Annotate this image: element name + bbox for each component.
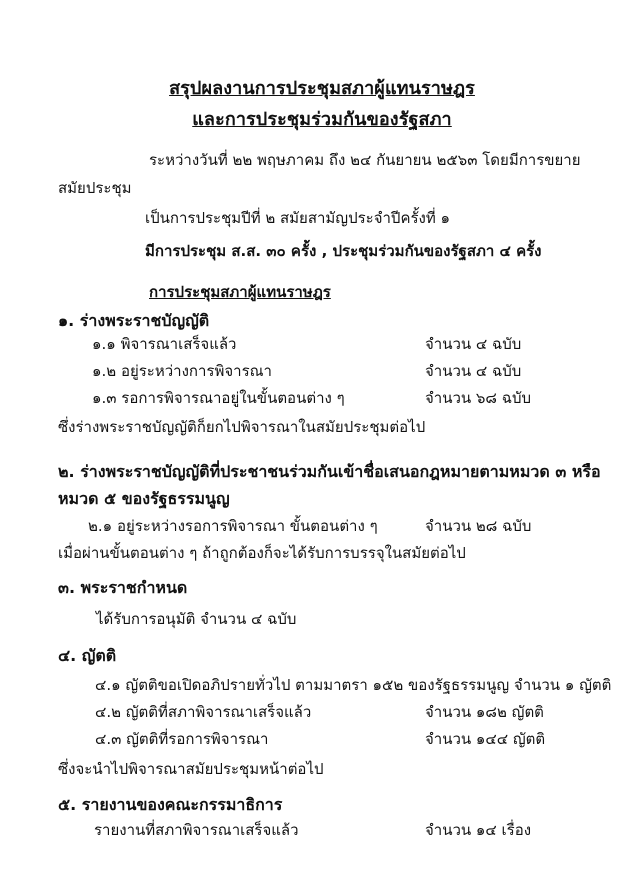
section-2-row-1-value: จำนวน ๒๘ ฉบับ — [425, 517, 532, 535]
section-4-row-2-label: ๔.๒ ญัตติที่สภาพิจารณาเสร็จแล้ว — [95, 703, 312, 721]
section-1-row-2-label: ๑.๒ อยู่ระหว่างการพิจารณา — [92, 362, 272, 380]
section-1-heading: ๑. ร่างพระราชบัญญัติ — [58, 311, 210, 330]
section-1-note: ซึ่งร่างพระราชบัญญัติก็ยกไปพิจารณาในสมัยประชุมต่อไป — [58, 418, 426, 436]
intro-line-2: สมัยประชุม — [58, 179, 132, 197]
section-2-heading-line-1: ๒. ร่างพระราชบัญญัติที่ประชาชนร่วมกันเข้าชื่อเสนอกฎหมายตามหมวด ๓ หรือ — [58, 462, 601, 481]
section-4-row-3-value: จำนวน ๑๔๔ ญัตติ — [425, 730, 546, 748]
section-1-row-1-label: ๑.๑ พิจารณาเสร็จแล้ว — [92, 335, 237, 353]
section-5-row-value: จำนวน ๑๔ เรื่อง — [425, 821, 532, 839]
section-2-heading-line-2: หมวด ๕ ของรัฐธรรมนูญ — [58, 489, 230, 508]
section-5-row-label: รายงานที่สภาพิจารณาเสร็จแล้ว — [94, 821, 299, 839]
section-2-note: เมื่อผ่านขั้นตอนต่าง ๆ ถ้าถูกต้องก็จะได้รับการบรรจุในสมัยต่อไป — [58, 544, 466, 562]
section-1-row-2-value: จำนวน ๔ ฉบับ — [425, 362, 522, 380]
section-4-row-1: ๔.๑ ญัตติขอเปิดอภิปรายทั่วไป ตามมาตรา ๑๕๒ ของรัฐธรรมนูญ จำนวน ๑ ญัตติ — [95, 676, 612, 694]
document-title-line-1: สรุปผลงานการประชุมสภาผู้แทนราษฎร — [169, 78, 475, 99]
section-4-note: ซึ่งจะนำไปพิจารณาสมัยประชุมหน้าต่อไป — [58, 760, 324, 778]
intro-line-4: มีการประชุม ส.ส. ๓๐ ครั้ง , ประชุมร่วมกันของรัฐสภา ๔ ครั้ง — [145, 242, 542, 260]
section-1-row-3-label: ๑.๓ รอการพิจารณาอยู่ในขั้นตอนต่าง ๆ — [92, 389, 345, 407]
section-1-row-3-value: จำนวน ๖๘ ฉบับ — [425, 389, 532, 407]
section-4-heading: ๔. ญัตติ — [58, 646, 117, 665]
section-2-row-1-label: ๒.๑ อยู่ระหว่างรอการพิจารณา ขั้นตอนต่าง ๆ — [88, 517, 378, 535]
document-title-line-2: และการประชุมร่วมกันของรัฐสภา — [192, 109, 452, 130]
section-4-row-3-label: ๔.๓ ญัตติที่รอการพิจารณา — [95, 730, 269, 748]
section-4-row-2-value: จำนวน ๑๘๒ ญัตติ — [425, 703, 544, 721]
section-heading: การประชุมสภาผู้แทนราษฎร — [149, 283, 331, 301]
intro-line-3: เป็นการประชุมปีที่ ๒ สมัยสามัญประจำปีครั้งที่ ๑ — [145, 209, 451, 227]
intro-line-1: ระหว่างวันที่ ๒๒ พฤษภาคม ถึง ๒๔ กันยายน ๒๕๖๓ โดยมีการขยาย — [149, 151, 581, 169]
section-3-heading: ๓. พระราชกำหนด — [58, 578, 188, 597]
section-1-row-1-value: จำนวน ๔ ฉบับ — [425, 335, 522, 353]
section-5-heading: ๕. รายงานของคณะกรรมาธิการ — [58, 795, 283, 814]
section-3-line: ได้รับการอนุมัติ จำนวน ๔ ฉบับ — [96, 610, 297, 628]
